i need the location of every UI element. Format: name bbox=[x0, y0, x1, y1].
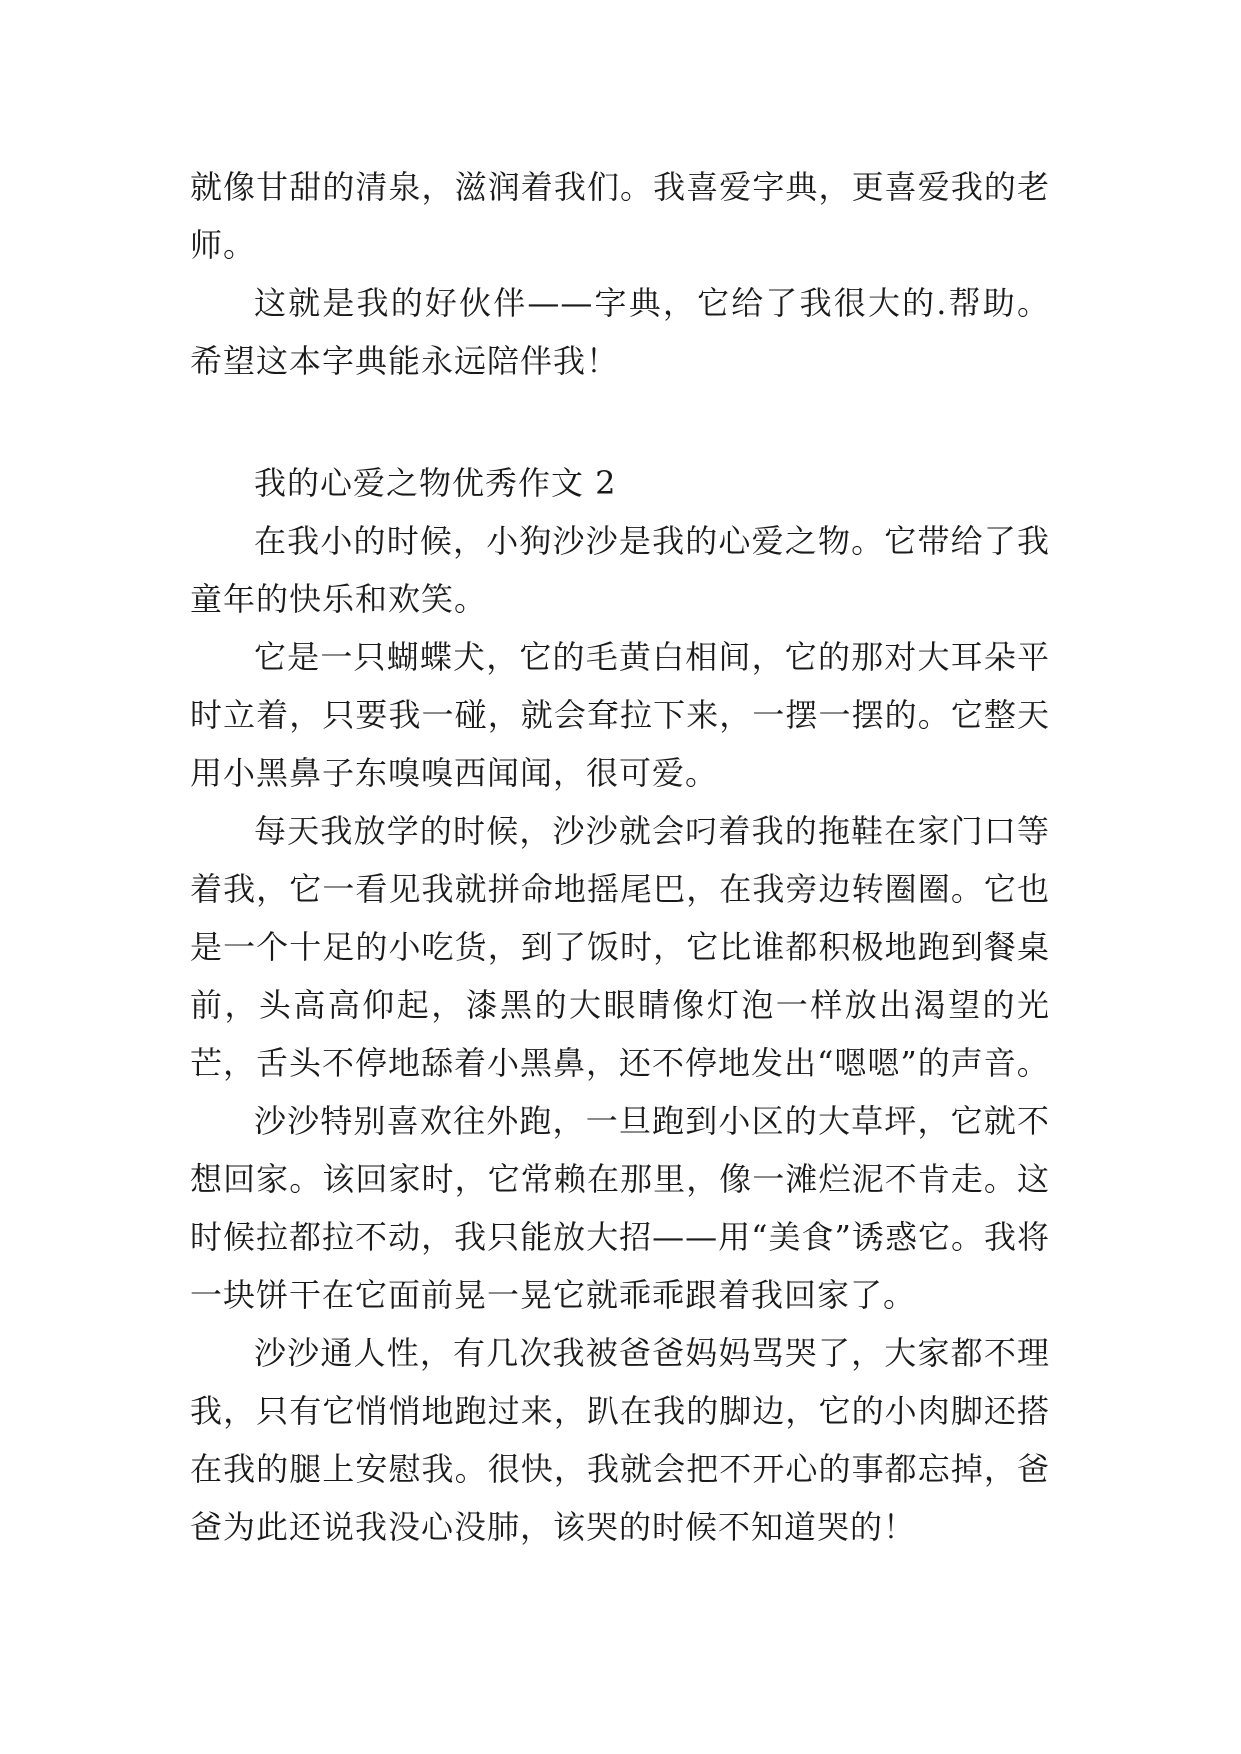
paragraph-continuation: 就像甘甜的清泉，滋润着我们。我喜爱字典，更喜爱我的老师。 bbox=[190, 168, 1050, 264]
blank-line bbox=[190, 390, 1050, 448]
document-body bbox=[190, 158, 1050, 1556]
paragraph: 在我小的时候，小狗沙沙是我的心爱之物。它带给了我童年的快乐和欢笑。 bbox=[190, 522, 1050, 618]
paragraph: 沙沙通人性，有几次我被爸爸妈妈骂哭了，大家都不理我，只有它悄悄地跑过来，趴在我的脚边，它的小肉脚还搭在我的腿上安慰我。很快，我就会把不开心的事都忘掉，爸爸为此还说我没心没肺，该哭的时候不知道哭的！ bbox=[190, 1334, 1050, 1546]
paragraph: 这就是我的好伙伴——字典，它给了我很大的.帮助。希望这本字典能永远陪伴我！ bbox=[190, 284, 1050, 380]
essay-title: 我的心爱之物优秀作文 2 bbox=[254, 464, 617, 502]
paragraph: 它是一只蝴蝶犬，它的毛黄白相间，它的那对大耳朵平时立着，只要我一碰，就会耷拉下来，一摆一摆的。它整天用小黑鼻子东嗅嗅西闻闻，很可爱。 bbox=[190, 638, 1050, 792]
paragraph: 沙沙特别喜欢往外跑，一旦跑到小区的大草坪，它就不想回家。该回家时，它常赖在那里，像一滩烂泥不肯走。这时候拉都拉不动，我只能放大招——用“美食”诱惑它。我将一块饼干在它面前晃一晃它就乖乖跟着我回家了。 bbox=[190, 1102, 1050, 1314]
paragraph: 每天我放学的时候，沙沙就会叼着我的拖鞋在家门口等着我，它一看见我就拼命地摇尾巴，在我旁边转圈圈。它也是一个十足的小吃货，到了饭时，它比谁都积极地跑到餐桌前，头高高仰起，漆黑的大眼睛像灯泡一样放出渴望的光芒，舌头不停地舔着小黑鼻，还不停地发出“嗯嗯”的声音。 bbox=[190, 812, 1050, 1082]
